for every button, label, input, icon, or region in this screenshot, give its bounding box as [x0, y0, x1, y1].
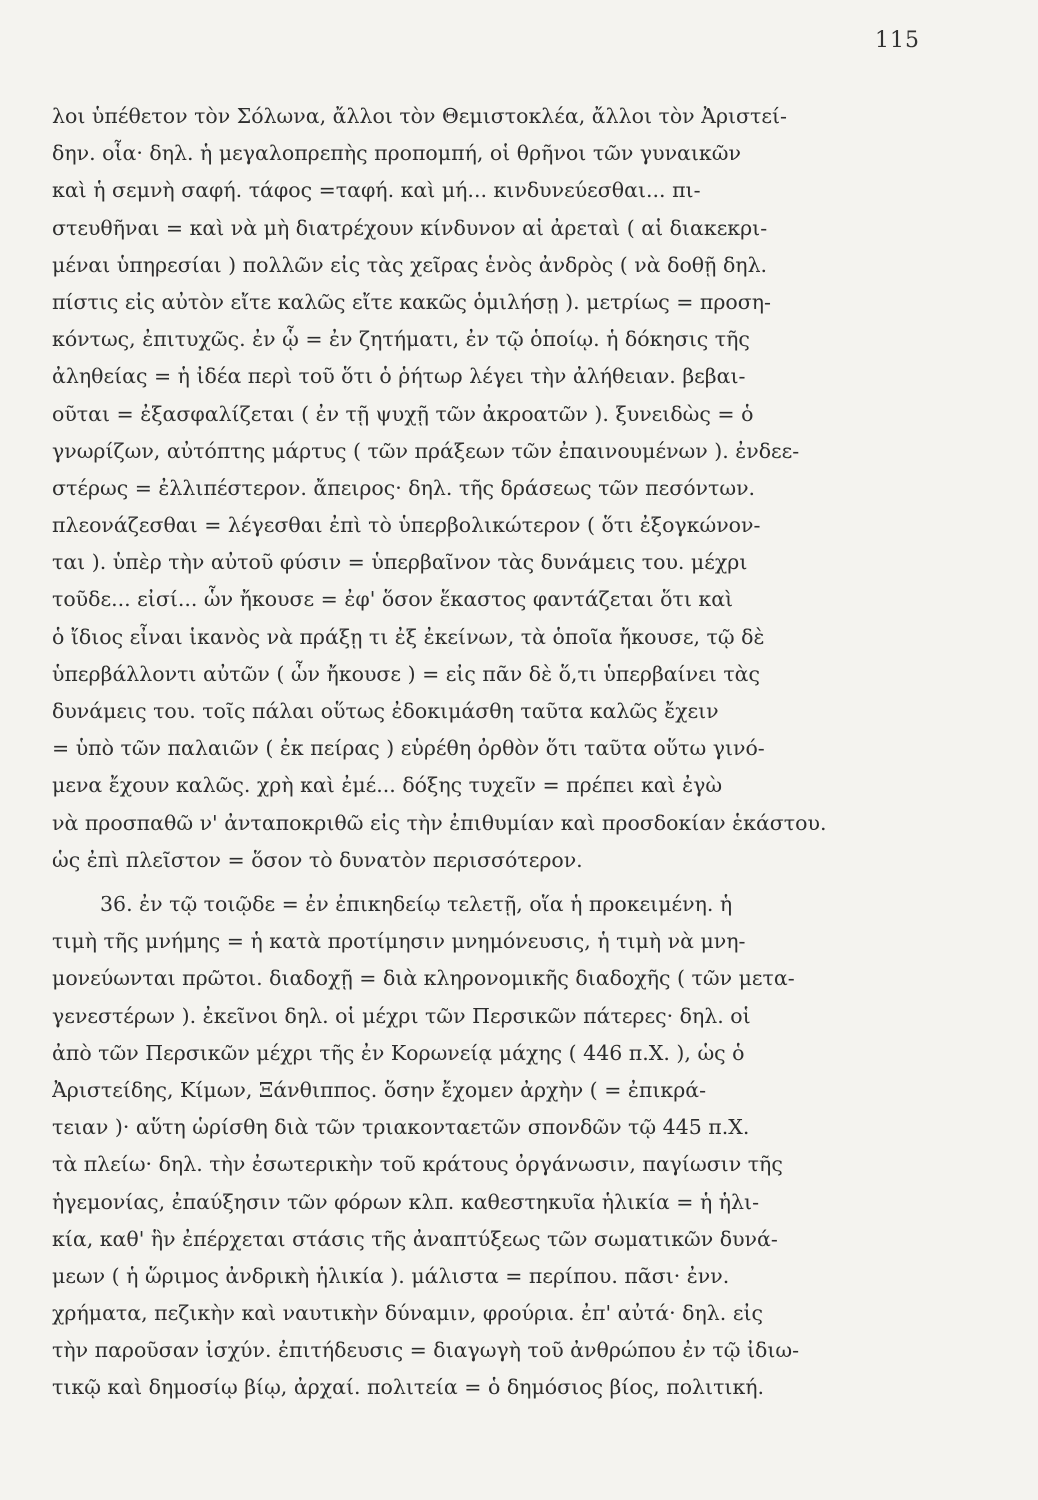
text-line: τοῦδε... εἰσί... ὧν ἤκουσε = ἐφ' ὅσον ἕκαστος φαντάζεται ὅτι καὶ	[52, 587, 734, 612]
commentary-section-35	[52, 98, 932, 879]
text-line: κία, καθ' ἣν ἐπέρχεται στάσις τῆς ἀναπτύξεως τῶν σωματικῶν δυνά-	[52, 1226, 778, 1251]
text-line: ἡγεμονίας, ἐπαύξησιν τῶν φόρων κλπ. καθεστηκυῖα ἡλικία = ἡ ἡλι-	[52, 1189, 759, 1214]
text-line: μέναι ὑπηρεσίαι ) πολλῶν εἰς τὰς χεῖρας ἑνὸς ἀνδρὸς ( νὰ δοθῇ δηλ.	[52, 252, 768, 277]
text-line: ται ). ὑπὲρ τὴν αὐτοῦ φύσιν = ὑπερβαῖνον τὰς δυνάμεις του. μέχρι	[52, 550, 748, 575]
text-line: πίστις εἰς αὐτὸν εἴτε καλῶς εἴτε κακῶς ὁμιλήσῃ ). μετρίως = προση-	[52, 289, 771, 314]
text-line: γνωρίζων, αὐτόπτης μάρτυς ( τῶν πράξεων τῶν ἐπαινουμένων ). ἐνδεε-	[52, 438, 800, 463]
text-line: λοι ὑπέθετον τὸν Σόλωνα, ἄλλοι τὸν Θεμιστοκλέα, ἄλλοι τὸν Ἀριστεί-	[52, 104, 787, 128]
text-line: ἀπὸ τῶν Περσικῶν μέχρι τῆς ἐν Κορωνείᾳ μάχης ( 446 π.Χ. ), ὡς ὁ	[52, 1040, 745, 1065]
text-line: τὴν παροῦσαν ἰσχύν. ἐπιτήδευσις = διαγωγὴ τοῦ ἀνθρώπου ἐν τῷ ἰδιω-	[52, 1338, 800, 1363]
text-line: = ὑπὸ τῶν παλαιῶν ( ἐκ πείρας ) εὑρέθη ὀρθὸν ὅτι ταῦτα οὕτω γινό-	[52, 736, 765, 761]
text-line: μενα ἔχουν καλῶς. χρὴ καὶ ἐμέ... δόξης τυχεῖν = πρέπει καὶ ἐγὼ	[52, 773, 723, 798]
commentary-section-36	[52, 886, 932, 1407]
text-line: Ἀριστείδης, Κίμων, Ξάνθιππος. ὅσην ἔχομεν ἀρχὴν ( = ἐπικρά-	[52, 1077, 707, 1102]
text-line: ἀληθείας = ἡ ἰδέα περὶ τοῦ ὅτι ὁ ῥήτωρ λέγει τὴν ἀλήθειαν. βεβαι-	[52, 364, 746, 389]
text-line: δυνάμεις του. τοῖς πάλαι οὕτως ἐδοκιμάσθη ταῦτα καλῶς ἔχειν	[52, 699, 719, 723]
text-line: καὶ ἡ σεμνὴ σαφή. τάφος =ταφή. καὶ μή... κινδυνεύεσθαι... πι-	[52, 178, 701, 203]
text-line: τικῷ καὶ δημοσίῳ βίῳ, ἀρχαί. πολιτεία = ὁ δημόσιος βίος, πολιτική.	[52, 1375, 765, 1400]
text-line: τειαν )· αὕτη ὡρίσθη διὰ τῶν τριακονταετῶν σπονδῶν τῷ 445 π.Χ.	[52, 1115, 750, 1140]
text-line: τὰ πλείω· δηλ. τὴν ἐσωτερικὴν τοῦ κράτους ὀργάνωσιν, παγίωσιν τῆς	[52, 1152, 783, 1177]
text-line: 36. ἐν τῷ τοιῷδε = ἐν ἐπικηδείῳ τελετῇ, οἵα ἡ προκειμένη. ἡ	[100, 892, 733, 916]
text-line: γενεστέρων ). ἐκεῖνοι δηλ. οἱ μέχρι τῶν Περσικῶν πάτερες· δηλ. οἱ	[52, 1003, 751, 1028]
text-line: ὡς ἐπὶ πλεῖστον = ὅσον τὸ δυνατὸν περισσότερον.	[52, 847, 583, 872]
text-line: μονεύωνται πρῶτοι. διαδοχῇ = διὰ κληρονομικῆς διαδοχῆς ( τῶν μετα-	[52, 966, 795, 991]
text-line: χρήματα, πεζικὴν καὶ ναυτικὴν δύναμιν, φρούρια. ἐπ' αὐτά· δηλ. εἰς	[52, 1301, 763, 1326]
text-line: νὰ προσπαθῶ ν' ἀνταποκριθῶ εἰς τὴν ἐπιθυμίαν καὶ προσδοκίαν ἑκάστου.	[52, 810, 827, 835]
text-line: πλεονάζεσθαι = λέγεσθαι ἐπὶ τὸ ὑπερβολικώτερον ( ὅτι ἐξογκώνον-	[52, 513, 761, 538]
text-line: ὁ ἴδιος εἶναι ἱκανὸς νὰ πράξῃ τι ἐξ ἐκείνων, τὰ ὁποῖα ἤκουσε, τῷ δὲ	[52, 624, 765, 649]
text-line: μεων ( ἡ ὥριμος ἀνδρικὴ ἡλικία ). μάλιστα = περίπου. πᾶσι· ἐνν.	[52, 1263, 730, 1288]
text-line: ὑπερβάλλοντι αὐτῶν ( ὧν ἤκουσε ) = εἰς πᾶν δὲ ὅ,τι ὑπερβαίνει τὰς	[52, 661, 760, 686]
text-line: δην. οἷα· δηλ. ἡ μεγαλοπρεπὴς προπομπή, οἱ θρῆνοι τῶν γυναικῶν	[52, 141, 741, 166]
text-line: στέρως = ἐλλιπέστερον. ἄπειρος· δηλ. τῆς δράσεως τῶν πεσόντων.	[52, 475, 756, 500]
text-line: στευθῆναι = καὶ νὰ μὴ διατρέχουν κίνδυνον αἱ ἀρεταὶ ( αἱ διακεκρι-	[52, 215, 768, 240]
page-number: 115	[875, 28, 920, 53]
text-line: τιμὴ τῆς μνήμης = ἡ κατὰ προτίμησιν μνημόνευσις, ἡ τιμὴ νὰ μνη-	[52, 929, 746, 954]
text-line: οῦται = ἐξασφαλίζεται ( ἐν τῇ ψυχῇ τῶν ἀκροατῶν ). ξυνειδὼς = ὁ	[52, 401, 754, 426]
text-line: κόντως, ἐπιτυχῶς. ἐν ᾧ = ἐν ζητήματι, ἐν τῷ ὁποίῳ. ἡ δόκησις τῆς	[52, 327, 750, 352]
